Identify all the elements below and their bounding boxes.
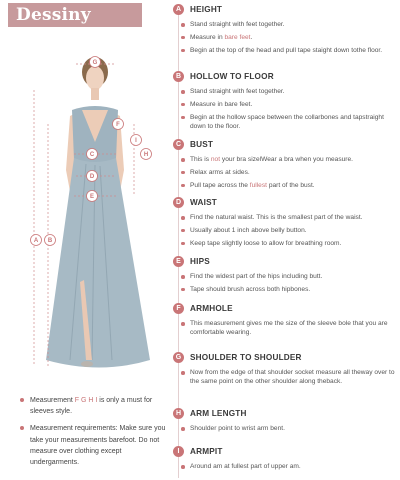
badge-f: F [173,303,184,314]
section-shoulder-to-shoulder [173,352,399,390]
section-hollow-to-floor [173,71,399,135]
section-title: HEIGHT [190,5,223,14]
marker-h-label: H [143,152,149,159]
section-title: BUST [190,140,214,149]
badge-c: C [173,139,184,150]
section-title: WAIST [190,198,217,207]
shoe [81,361,93,367]
neck [91,88,99,100]
list-item: Stand straight with feet together. [173,87,399,96]
marker-g-label: G [92,60,98,67]
measurement-notes [14,395,166,474]
marker-c-label: C [89,152,95,159]
section-waist [173,197,399,251]
list-item: Begin at the hollow space between the collarbones and tapstraight down to the floor. [173,113,399,131]
section-title: HIPS [190,257,210,266]
marker-i-label: I [135,138,137,145]
badge-g: G [173,352,184,363]
list-item: This is not your bra sizelWear a bra when you measure. [173,155,399,164]
badge-i: I [173,446,184,457]
list-item: Around am at fullest part of upper am. [173,462,399,471]
section-bust [173,139,399,193]
list-item: Find the widest part of the hips including butt. [173,272,399,281]
list-item: Stand straight with feet together. [173,20,399,29]
list-item: Relax arms at sides. [173,168,399,177]
section-armpit [173,446,399,475]
section-title: HOLLOW TO FLOOR [190,72,274,81]
list-item: Keep tape slightly loose to allow for breathing room. [173,239,399,248]
section-armhole [173,303,399,341]
marker-d-label: D [89,174,95,181]
section-arm-length [173,408,399,437]
badge-d: D [173,197,184,208]
section-height [173,4,399,58]
measurement-guide [168,0,400,480]
list-item: Tape should brush across both hipbones. [173,285,399,294]
note-sleeves: Measurement F G H I is only a must for sleeves style. [14,395,166,417]
marker-b-label: B [47,238,53,245]
section-title: ARM LENGTH [190,409,247,418]
section-title: ARMPIT [190,447,223,456]
section-hips [173,256,399,298]
list-item: Shoulder point to wrist arm bent. [173,424,399,433]
list-item: This measurement gives me the size of the sleeve bole that you are comfortable wearing. [173,319,399,337]
bullet-dot [20,398,24,402]
badge-e: E [173,256,184,267]
list-item: Now from the edge of that shoulder socket measure all theway over to the same point on the other shoulder along theback. [173,368,399,386]
list-item: Pull tape across the fullest part of the bust. [173,181,399,190]
skirt [46,158,150,368]
list-item: Usually about 1 inch above belly button. [173,226,399,235]
brand-name: Dessiny [16,5,91,25]
marker-f-label: F [116,122,120,129]
list-item: Find the natural waist. This is the smallest part of the waist. [173,213,399,222]
badge-h: H [173,408,184,419]
face [86,66,104,90]
list-item: Begin at the top of the head and pull tape staight down tothe floor. [173,46,399,55]
marker-e-label: E [89,194,95,201]
section-title: SHOULDER TO SHOULDER [190,353,302,362]
badge-a: A [173,4,184,15]
section-title: ARMHOLE [190,304,233,313]
badge-b: B [173,71,184,82]
list-item: Measure in bare feet. [173,33,399,42]
marker-a-label: A [33,238,39,245]
brand-logo [8,3,142,27]
list-item: Measure in bare feet. [173,100,399,109]
model-illustration [0,30,168,390]
bullet-dot [20,426,24,430]
note-requirements: Measurement requirements: Make sure you take your measurements barefoot. Do not measure over clothing except undergarments. [14,423,166,468]
